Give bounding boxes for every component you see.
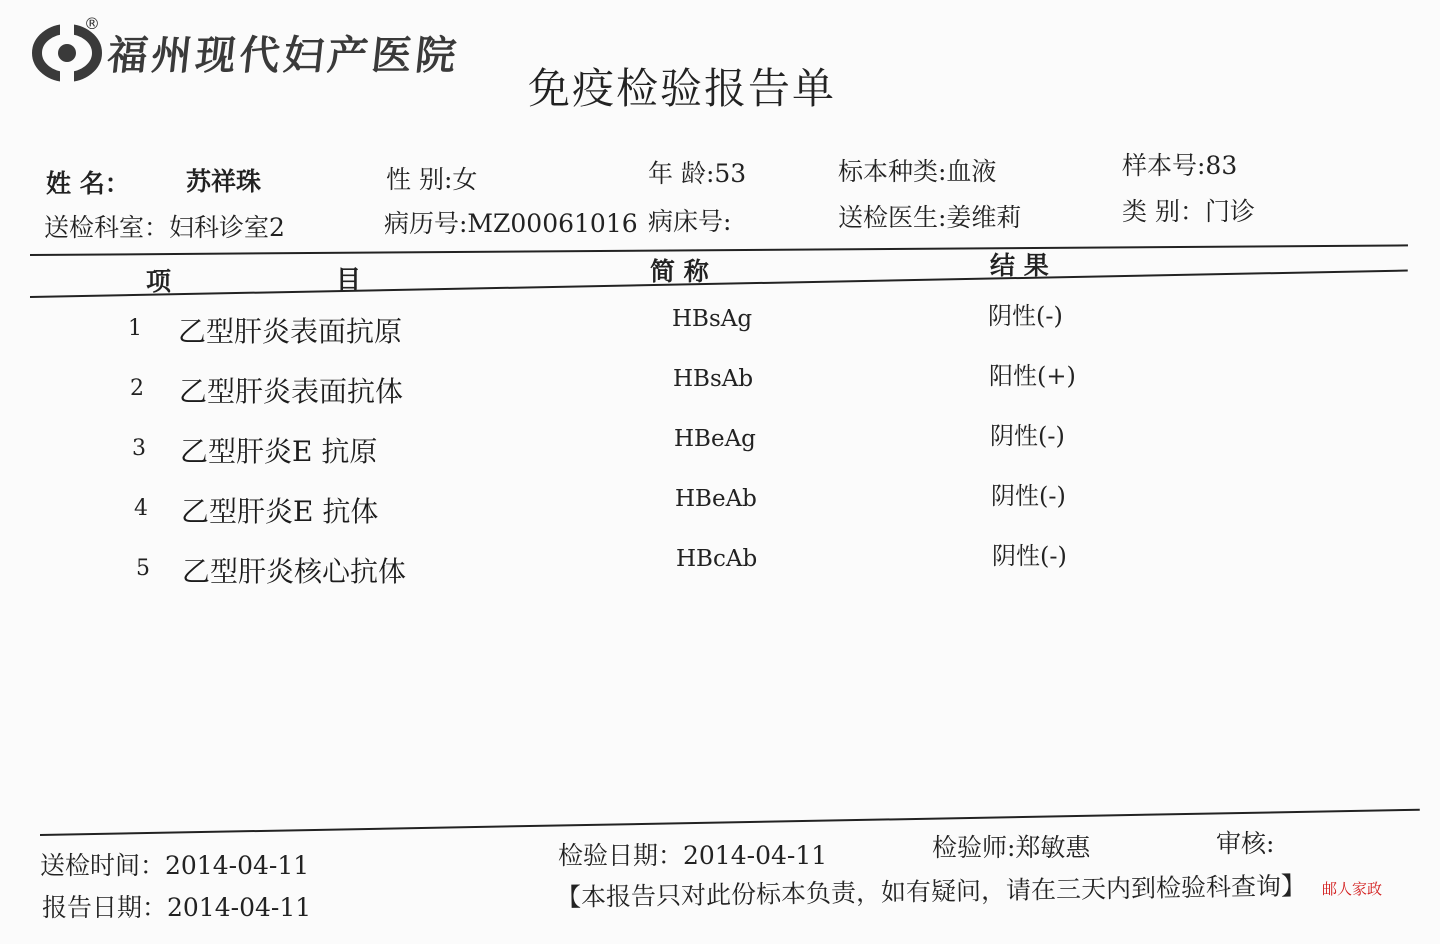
header-result: 结 果	[990, 251, 1049, 280]
row-result: 阴性(-)	[992, 542, 1067, 570]
row-number: 4	[134, 496, 148, 521]
doctor: 送检医生:姜维莉	[838, 203, 1022, 232]
row-number: 3	[132, 436, 146, 461]
table-top-rule	[30, 244, 1408, 256]
row-result: 阴性(-)	[990, 422, 1065, 450]
registered-mark: ®	[84, 14, 100, 33]
sample-number: 样本号:83	[1122, 151, 1238, 180]
row-number: 1	[128, 316, 142, 341]
watermark-stamp: 邮人家政	[1322, 880, 1383, 898]
row-abbreviation: HBsAg	[672, 306, 753, 332]
row-item: 乙型肝炎E 抗体	[181, 495, 379, 528]
header-item-b: 目	[336, 265, 362, 294]
row-abbreviation: HBcAb	[676, 546, 758, 572]
department: 送检科室：妇科诊室2	[44, 213, 285, 242]
row-number: 2	[130, 376, 144, 401]
row-abbreviation: HBsAb	[673, 366, 754, 392]
submit-time: 送检时间：2014-04-11	[40, 851, 310, 880]
specimen-type: 标本种类:血液	[838, 157, 997, 186]
test-date: 检验日期：2014-04-11	[558, 841, 828, 870]
patient-name-label: 姓 名：	[46, 169, 130, 198]
table-header-rule	[30, 270, 1408, 298]
report-date: 报告日期：2014-04-11	[42, 893, 312, 922]
footer-rule	[40, 809, 1420, 836]
patient-age: 年 龄:53	[648, 159, 747, 188]
row-result: 阴性(-)	[991, 482, 1066, 510]
hospital-name: 福州现代妇产医院	[105, 33, 463, 79]
reviewer: 审核:	[1216, 829, 1275, 858]
header-item-a: 项	[146, 267, 172, 296]
record-number: 病历号:MZ00061016	[384, 209, 638, 238]
patient-gender: 性 别:女	[386, 165, 478, 194]
row-number: 5	[136, 556, 150, 581]
patient-name: 苏祥珠	[186, 167, 262, 196]
row-item: 乙型肝炎核心抗体	[182, 555, 407, 588]
technician: 检验师:郑敏惠	[932, 833, 1091, 862]
disclaimer-notice: 【本报告只对此份标本负责，如有疑问，请在三天内到检验科查询】	[555, 871, 1307, 912]
patient-category: 类 别：门诊	[1122, 197, 1255, 226]
row-abbreviation: HBeAg	[674, 426, 756, 452]
header-abbreviation: 简 称	[650, 257, 709, 286]
bed-number: 病床号:	[648, 207, 732, 236]
row-item: 乙型肝炎表面抗原	[178, 315, 403, 348]
row-item: 乙型肝炎表面抗体	[179, 375, 404, 408]
row-result: 阴性(-)	[988, 302, 1063, 330]
report-title: 免疫检验报告单	[528, 64, 837, 113]
row-item: 乙型肝炎E 抗原	[180, 435, 378, 468]
row-result: 阳性(+)	[989, 362, 1076, 390]
row-abbreviation: HBeAb	[675, 486, 757, 512]
